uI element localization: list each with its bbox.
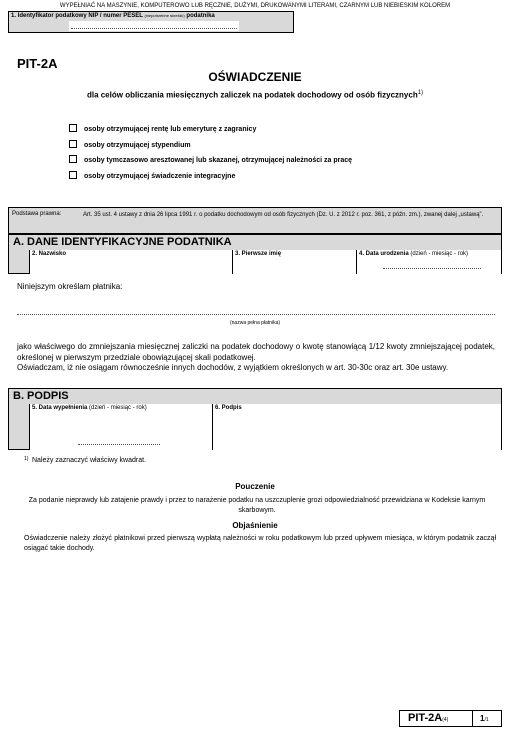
legal-basis-text: Art. 35 ust. 4 ustawy z dnia 26 lipca 1991 r. o podatku dochodowym od osób fizycznych (Dz. U. z 2012 r. poz. 361, z późn. zm.), zwanej dalej „ustawą”. — [83, 212, 484, 218]
section-a-title: A. DANE IDENTYFIKACYJNE PODATNIKA — [13, 236, 232, 248]
option-label-1: osoby otrzymującej rentę lub emeryturę z zagranicy — [84, 126, 257, 133]
subtitle-footnote-ref: 1) — [417, 90, 424, 96]
option-checkbox-1[interactable] — [69, 124, 77, 132]
surname-field[interactable] — [29, 250, 233, 274]
signature-label: 6. Podpis — [215, 405, 242, 411]
surname-label: 2. Nazwisko — [32, 251, 67, 257]
payer-intro: Niniejszym określam płatnika: — [17, 282, 123, 291]
option-checkbox-4[interactable] — [69, 171, 77, 179]
footer-version: (4) — [442, 717, 449, 723]
section-a — [8, 234, 502, 274]
birth-date-line — [383, 268, 481, 269]
fill-date-label: 5. Data wypełnienia — [32, 405, 88, 411]
footer-box — [399, 710, 502, 727]
field1-label-suffix: podatnika — [186, 13, 215, 19]
footnote-number: 1) — [24, 456, 29, 462]
form-code: PIT-2A — [17, 56, 58, 71]
objasnienie-text: Oświadczenie należy złożyć płatnikowi przed pierwszą wypłatą należności w roku podatkowym lub przed upływem miesiąca, w którym podatnik zaczął osiągać takie dochody. — [24, 535, 496, 552]
option-label-2: osoby otrzymującej stypendium — [84, 142, 191, 149]
nip-input-line — [71, 28, 237, 29]
footer-form-code: PIT-2A — [408, 712, 443, 724]
fill-date-field[interactable] — [29, 404, 213, 450]
birth-date-field[interactable] — [357, 250, 501, 274]
top-instruction: WYPEŁNIAĆ NA MASZYNIE, KOMPUTEROWO LUB RĘCZNIE, DUŻYMI, DRUKOWANYMI LITERAMI, CZARNYM LUB NIEBIESKIM KOLOREM — [59, 3, 451, 9]
payer-hint: (nazwa pełna płatnika) — [229, 320, 281, 326]
option-checkbox-3[interactable] — [69, 155, 77, 163]
declaration-paragraph: jako właściwego do zmniejszania miesięcznej zaliczki na podatek dochodowy o kwotę stanowiącą 1/12 kwoty zmniejszającej podatek, określonej w pierwszym przedziale obowiązującej skali podatkowej. — [17, 342, 495, 362]
first-name-label: 3. Pierwsze imię — [235, 251, 282, 257]
option-label-4: osoby otrzymującej świadczenie integracyjne — [84, 173, 236, 180]
subtitle-text: dla celów obliczania miesięcznych zaliczek na podatek dochodowy od osób fizycznych — [86, 90, 418, 100]
section-b — [8, 388, 502, 450]
objasnienie-title: Objaśnienie — [232, 521, 278, 530]
legal-basis-box — [8, 207, 502, 234]
footer-divider — [472, 711, 473, 726]
legal-basis-label: Podstawa prawna: — [12, 211, 62, 217]
footnote-text: Należy zaznaczyć właściwy kwadrat. — [32, 457, 146, 464]
option-checkbox-2[interactable] — [69, 140, 77, 148]
footer-page: 1 — [480, 714, 485, 723]
footer-pages: /1 — [484, 717, 489, 723]
income-statement: Oświadczam, iż nie osiągam równocześnie innych dochodów, z wyjątkiem określonych w art. 30-30c oraz art. 30e ustawy. — [17, 363, 449, 372]
pouczenie-text: Za podanie nieprawdy lub zatajenie prawdy i przez to narażenie podatku na uszczuplenie grozi odpowiedzialność przewidziana w Kodeksie karnym skarbowym. — [28, 497, 486, 514]
option-label-3: osoby tymczasowo aresztowanej lub skazanej, otrzymującej należności za pracę — [84, 157, 353, 164]
field1-label: 1. Identyfikator podatkowy NIP / numer PESEL — [11, 13, 143, 19]
first-name-field[interactable] — [233, 250, 357, 274]
field-nip-pesel[interactable] — [8, 11, 294, 33]
section-b-title: B. PODPIS — [13, 390, 69, 402]
birth-date-label: 4. Data urodzenia — [359, 251, 409, 257]
birth-date-hint: (dzień - miesiąc - rok) — [410, 251, 469, 257]
fill-date-hint: (dzień - miesiąc - rok) — [89, 405, 147, 411]
form-subtitle — [0, 90, 510, 100]
pouczenie-title: Pouczenie — [235, 482, 275, 491]
form-title: OŚWIADCZENIE — [208, 70, 302, 84]
signature-field[interactable] — [213, 404, 501, 450]
fill-date-line — [78, 444, 160, 445]
payer-name-line[interactable] — [17, 314, 495, 315]
nip-input[interactable] — [69, 21, 239, 31]
field1-label-hint: (niepotrzebne skreślić) — [144, 13, 185, 18]
